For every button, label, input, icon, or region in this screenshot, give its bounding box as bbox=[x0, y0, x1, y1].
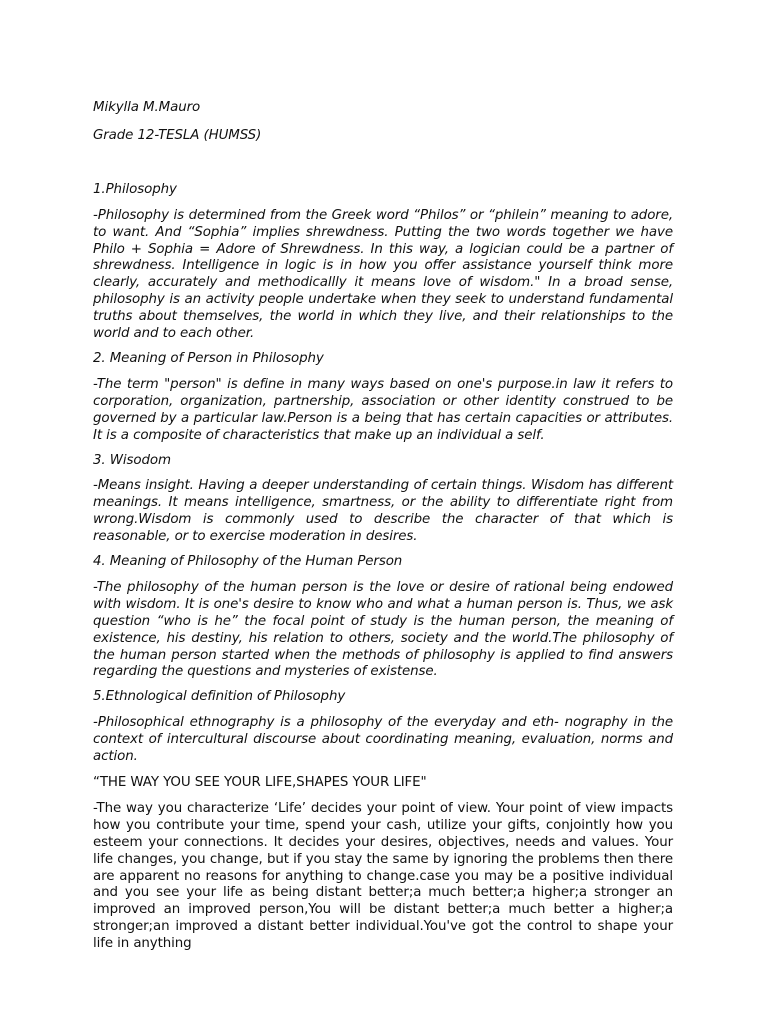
section-heading-human-person: 4. Meaning of Philosophy of the Human Person bbox=[93, 554, 403, 570]
grade-line: Grade 12-TESLA (HUMSS) bbox=[93, 127, 262, 143]
author-name: Mikylla M.Mauro bbox=[93, 100, 201, 115]
section-heading-wisdom: 3. Wisodom bbox=[93, 452, 171, 468]
section-heading-philosophy: 1.Philosophy bbox=[93, 181, 177, 197]
document-content bbox=[93, 100, 673, 953]
section-body-human-person: -The philosophy of the human person is the love or desire of rational being endowed with wisdom. It is one's desire to know who and what a human person is. Thus, we ask question “who is he” the focal point of study is the human person, the meaning of existence, his destiny, his relation to others, society and the world.The philosophy of the human person started when the methods of philosophy is applied to find answers regarding the questions and mysteries of existense. bbox=[93, 579, 673, 680]
section-heading-ethnological: 5.Ethnological definition of Philosophy bbox=[93, 689, 346, 705]
quote-heading: “THE WAY YOU SEE YOUR LIFE,SHAPES YOUR LIFE" bbox=[93, 775, 427, 790]
section-body-wisdom: -Means insight. Having a deeper understanding of certain things. Wisdom has different meanings. It means intelligence, smartness, or the ability to differentiate right from wrong.Wisdom is commonly used to describe the character of that which is reasonable, or to exercise moderation in desires. bbox=[93, 478, 673, 545]
section-body-person: -The term "person" is define in many ways based on one's purpose.in law it refers to corporation, organization, partnership, association or other identity construed to be governed by a particular law.Person is a being that has certain capacities or attributes. It is a composite of characteristics that make up an individual a self. bbox=[93, 376, 673, 443]
section-body-philosophy: -Philosophy is determined from the Greek word “Philos” or “philein” meaning to adore, to want. And “Sophia” implies shrewdness. Putting the two words together we have Philo + Sophia = Adore of Shrewdness. In this way, a logician could be a partner of shrewdness. Intelligence in logic is in how you offer assistance yourself think more clearly, accurately and methodicallly it means love of wisdom." In a broad sense, philosophy is an activity people undertake when they seek to understand fundamental truths about themselves, the world in which they live, and their relationships to the world and to each other. bbox=[93, 207, 673, 342]
quote-body: -The way you characterize ‘Life’ decides your point of view. Your point of view impacts how you contribute your time, spend your cash, utilize your gifts, conjointly how you esteem your connections. It decides your desires, objectives, needs and values. Your life changes, you change, but if you stay the same by ignoring the problems then there are apparent no reasons for anything to change.case you may be a positive individual and you see your life as being distant better;a much better;a higher;a stronger an improved an improved person,You will be distant better;a much better a higher;a stronger;an improved a distant better individual.You've got the control to shape your life in anything bbox=[93, 800, 673, 952]
section-heading-person: 2. Meaning of Person in Philosophy bbox=[93, 350, 324, 366]
section-body-ethnological: -Philosophical ethnography is a philosophy of the everyday and eth- nography in the context of intercultural discourse about coordinating meaning, evaluation, norms and action. bbox=[93, 715, 673, 765]
